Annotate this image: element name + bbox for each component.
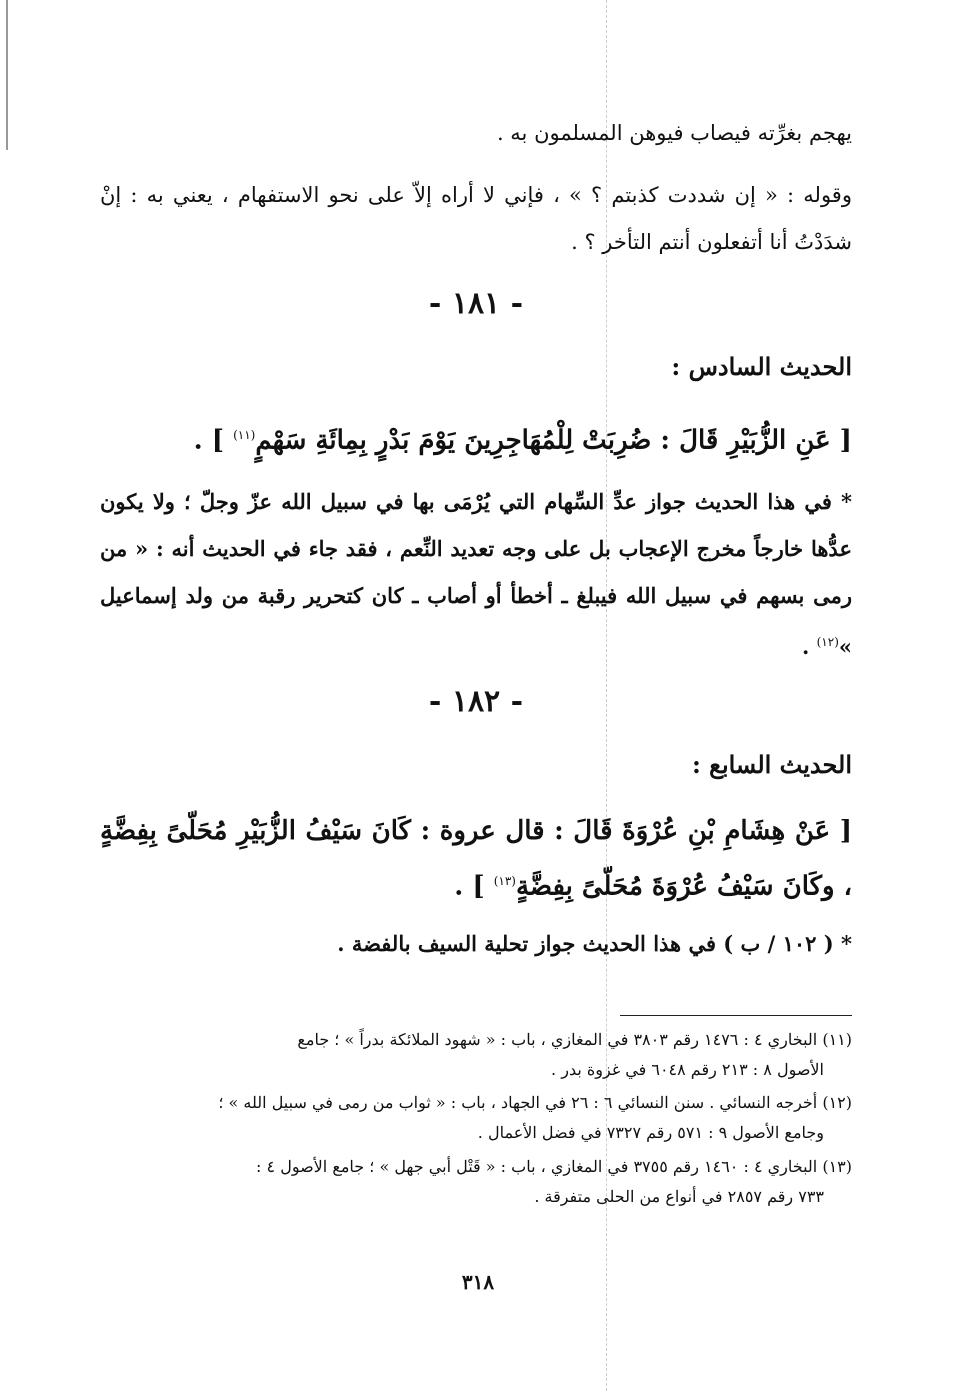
footnote-line: الأصول ٨ : ٢١٣ رقم ٦٠٤٨ في غزوة بدر .	[551, 1060, 824, 1079]
hadith-body: [ عَنِ الزُّبَيْرِ قَالَ : ضُرِبَتْ لِلْمُهَاجِرِينَ يَوْمَ بَدْرٍ بِمِائَةِ سَهْمٍ	[255, 425, 852, 456]
footnote-ref-12: (١٢)	[816, 635, 839, 649]
footnote-13	[100, 1152, 852, 1212]
footnote-line: وجامع الأصول ٩ : ٥٧١ رقم ٧٣٢٧ في فضل الأعمال .	[477, 1123, 824, 1142]
hadith-close: ] .	[193, 425, 234, 456]
hadith-text-182	[100, 806, 852, 912]
footnote-11	[100, 1025, 852, 1085]
hadith-body: [ عَنْ هِشَامِ بْنِ عُرْوَةَ قَالَ : قال عروة : كَانَ سَيْفُ الزُّبَيْرِ مُحَلّىً بِفِضَّةٍ ، وكَانَ سَيْفُ عُرْوَةَ مُحَلّىً بِفِضَّةٍ	[100, 816, 852, 902]
section-number-181: - ١٨١ -	[428, 286, 524, 321]
footnote-line: ٧٣٣ رقم ٢٨٥٧ في أنواع من الحلى متفرقة .	[534, 1187, 824, 1206]
commentary-close: .	[801, 634, 817, 659]
page-number: ٣١٨	[461, 1270, 495, 1294]
footnote-ref-11: (١١)	[233, 428, 256, 442]
intro-line: يهجم بغرِّته فيصاب فيوهن المسلمون به .	[496, 121, 852, 145]
commentary-182: * ( ١٠٢ / ب ) في هذا الحديث جواز تحلية السيف بالفضة .	[337, 931, 852, 956]
commentary-body: * في هذا الحديث جواز عدِّ السِّهام التي يُرْمَى بها في سبيل الله عزّ وجلّ ؛ ولا يكون عدُّها خارجاً مخرج الإعجاب بل على وجه تعديد النِّعم ، فقد جاء في الحديث أنه : « من رمى بسهم في سبيل الله فيبلغ ـ أخطأ أو أصاب ـ كان كتحرير رقبة من ولد إسماعيل »	[100, 489, 852, 659]
section-title-sixth: الحديث السادس :	[671, 352, 852, 381]
intro-paragraph: وقوله : « إن شددت كذبتم ؟ » ، فإني لا أراه إلاّ على نحو الاستفهام ، يعني به : إنْ شدَدْتُ أنا أتفعلون أنتم التأخر ؟ .	[100, 183, 852, 254]
footnote-ref-13: (١٣)	[493, 874, 516, 888]
section-number-182: - ١٨٢ -	[428, 684, 524, 719]
footnote-line: (١١) البخاري ٤ : ١٤٧٦ رقم ٣٨٠٣ في المغازي ، باب : « شهود الملائكة بدراً » ؛ جامع	[297, 1030, 852, 1049]
section-title-seventh: الحديث السابع :	[691, 750, 852, 779]
footnote-12	[100, 1088, 852, 1148]
hadith-text-181	[100, 410, 852, 466]
footnote-line: (١٣) البخاري ٤ : ١٤٦٠ رقم ٣٧٥٥ في المغازي ، باب : « قَتْل أبي جهل » ؛ جامع الأصول ٤ :	[256, 1157, 852, 1176]
hadith-close: ] .	[454, 871, 494, 902]
footnote-line: (١٢) أخرجه النسائي . سنن النسائي ٦ : ٢٦ في الجهاد ، باب : « ثواب من رمى في سبيل الله » ؛	[218, 1093, 852, 1112]
scan-margin-line	[6, 0, 8, 150]
footnote-separator	[620, 1015, 852, 1016]
commentary-181	[100, 478, 852, 670]
